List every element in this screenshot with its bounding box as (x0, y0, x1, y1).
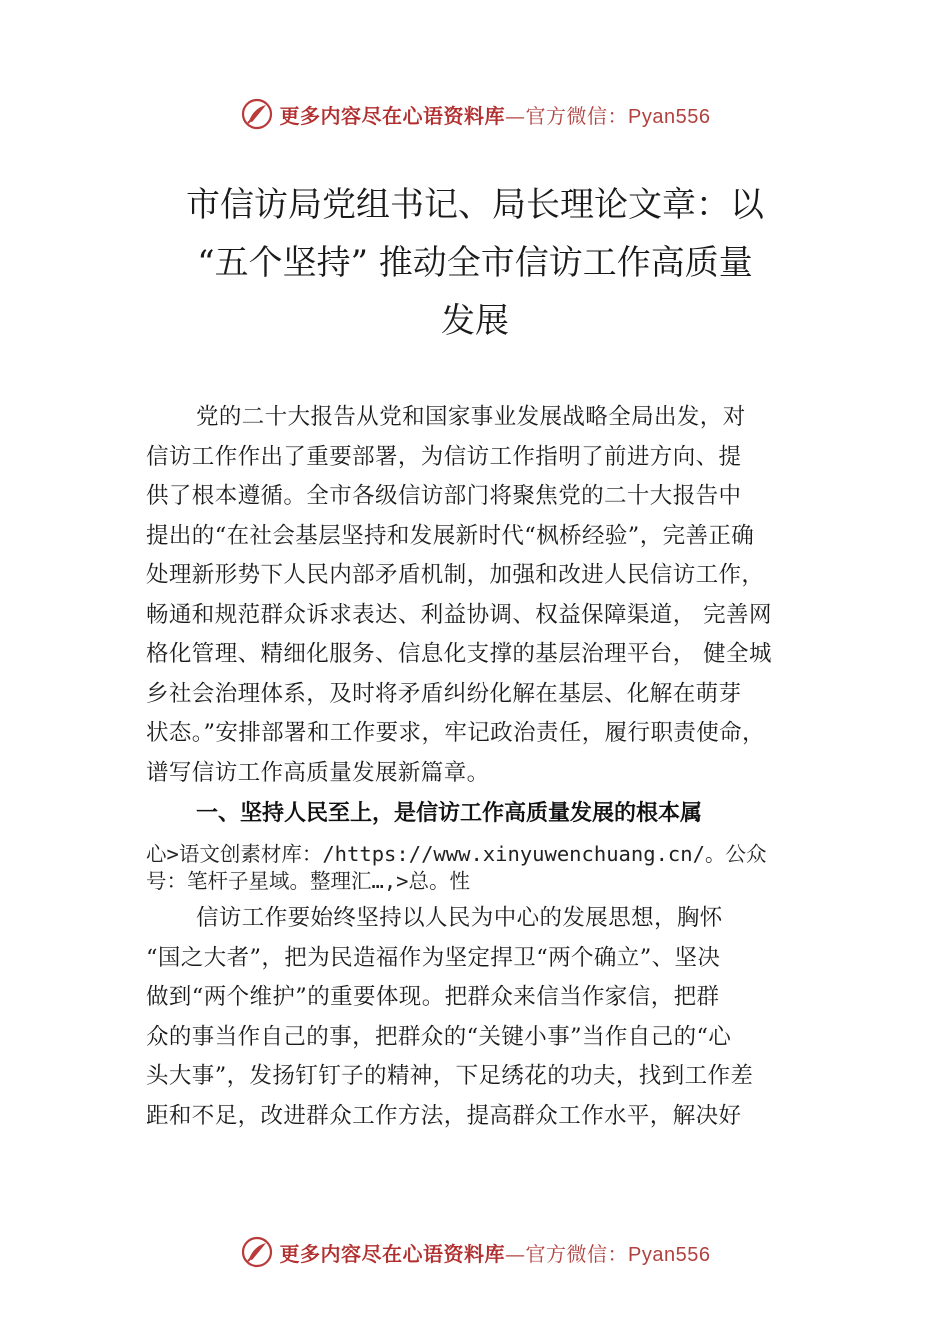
text-line: 处理新形势下人民内部矛盾机制，加强和改进人民信访工作， (146, 562, 765, 588)
text-line: 头大事”，发扬钉钉子的精神，下足绣花的功夫，找到工作差 (146, 1063, 754, 1089)
text-line: 供了根本遵循。全市各级信访部门将聚焦党的二十大报告中 (146, 483, 742, 509)
paragraph-1 (146, 398, 826, 793)
banner-brand: 更多内容尽在心语资料库 (279, 103, 506, 128)
banner-dash: — (505, 1241, 526, 1266)
section-heading-1: 一、坚持人民至上，是信访工作高质量发展的根本属 (196, 801, 703, 826)
text-line: 状态。”安排部署和工作要求，牢记政治责任，履行职责使命， (146, 720, 765, 746)
banner-dash: — (505, 103, 526, 128)
text-line: 谱写信访工作高质量发展新篇章。 (146, 759, 490, 786)
document-body (146, 398, 826, 1136)
text-line: 信访工作要始终坚持以人民为中心的发展思想，胸怀 (196, 905, 723, 931)
header-banner (0, 94, 950, 134)
footer-banner (0, 1232, 950, 1272)
text-line: 乡社会治理体系，及时将矛盾纠纷化解在基层、化解在萌芽 (146, 680, 742, 707)
inserted-note (146, 841, 826, 895)
banner-account: Pyan556 (628, 1243, 711, 1266)
banner-wechat-label: 官方微信： (525, 1241, 629, 1266)
paragraph-2 (146, 899, 826, 1136)
text-line: 畅通和规范群众诉求表达、利益协调、权益保障渠道， 完善网 (146, 601, 772, 628)
text-line: 信访工作作出了重要部署，为信访工作指明了前进方向、提 (146, 443, 742, 470)
inserted-line: 心>语文创素材库：/https://www.xinyuwenchuang.cn/。公众 (146, 842, 767, 866)
text-line: 众的事当作自己的事，把群众的“关键小事”当作自己的“心 (146, 1023, 732, 1050)
banner-brand: 更多内容尽在心语资料库 (279, 1241, 506, 1266)
text-line: 提出的“在社会基层坚持和发展新时代“枫桥经验”，完善正确 (146, 522, 755, 549)
text-line: 做到“两个维护”的重要体现。把群众来信当作家信，把群 (146, 984, 720, 1010)
banner-text (280, 100, 711, 129)
banner-text (280, 1238, 711, 1267)
brand-logo-icon (240, 1235, 274, 1269)
banner-account: Pyan556 (628, 105, 711, 128)
banner-wechat-label: 官方微信： (525, 103, 629, 128)
title-line: 发展 (441, 301, 509, 341)
inserted-line: 号：笔杆子星域。整理汇…,>总。性 (146, 869, 471, 893)
text-line: “国之大者”，把为民造福作为坚定捍卫“两个确立”、坚决 (146, 944, 721, 971)
text-line: 距和不足，改进群众工作方法，提高群众工作水平，解决好 (146, 1102, 742, 1129)
brand-logo-icon (240, 97, 274, 131)
document-title (120, 176, 830, 350)
text-line: 格化管理、精细化服务、信息化支撑的基层治理平台， 健全城 (146, 641, 772, 667)
title-line: “五个坚持” 推动全市信访工作高质量 (197, 243, 753, 283)
title-line: 市信访局党组书记、局长理论文章：以 (186, 185, 764, 225)
text-line: 党的二十大报告从党和国家事业发展战略全局出发，对 (196, 404, 746, 430)
